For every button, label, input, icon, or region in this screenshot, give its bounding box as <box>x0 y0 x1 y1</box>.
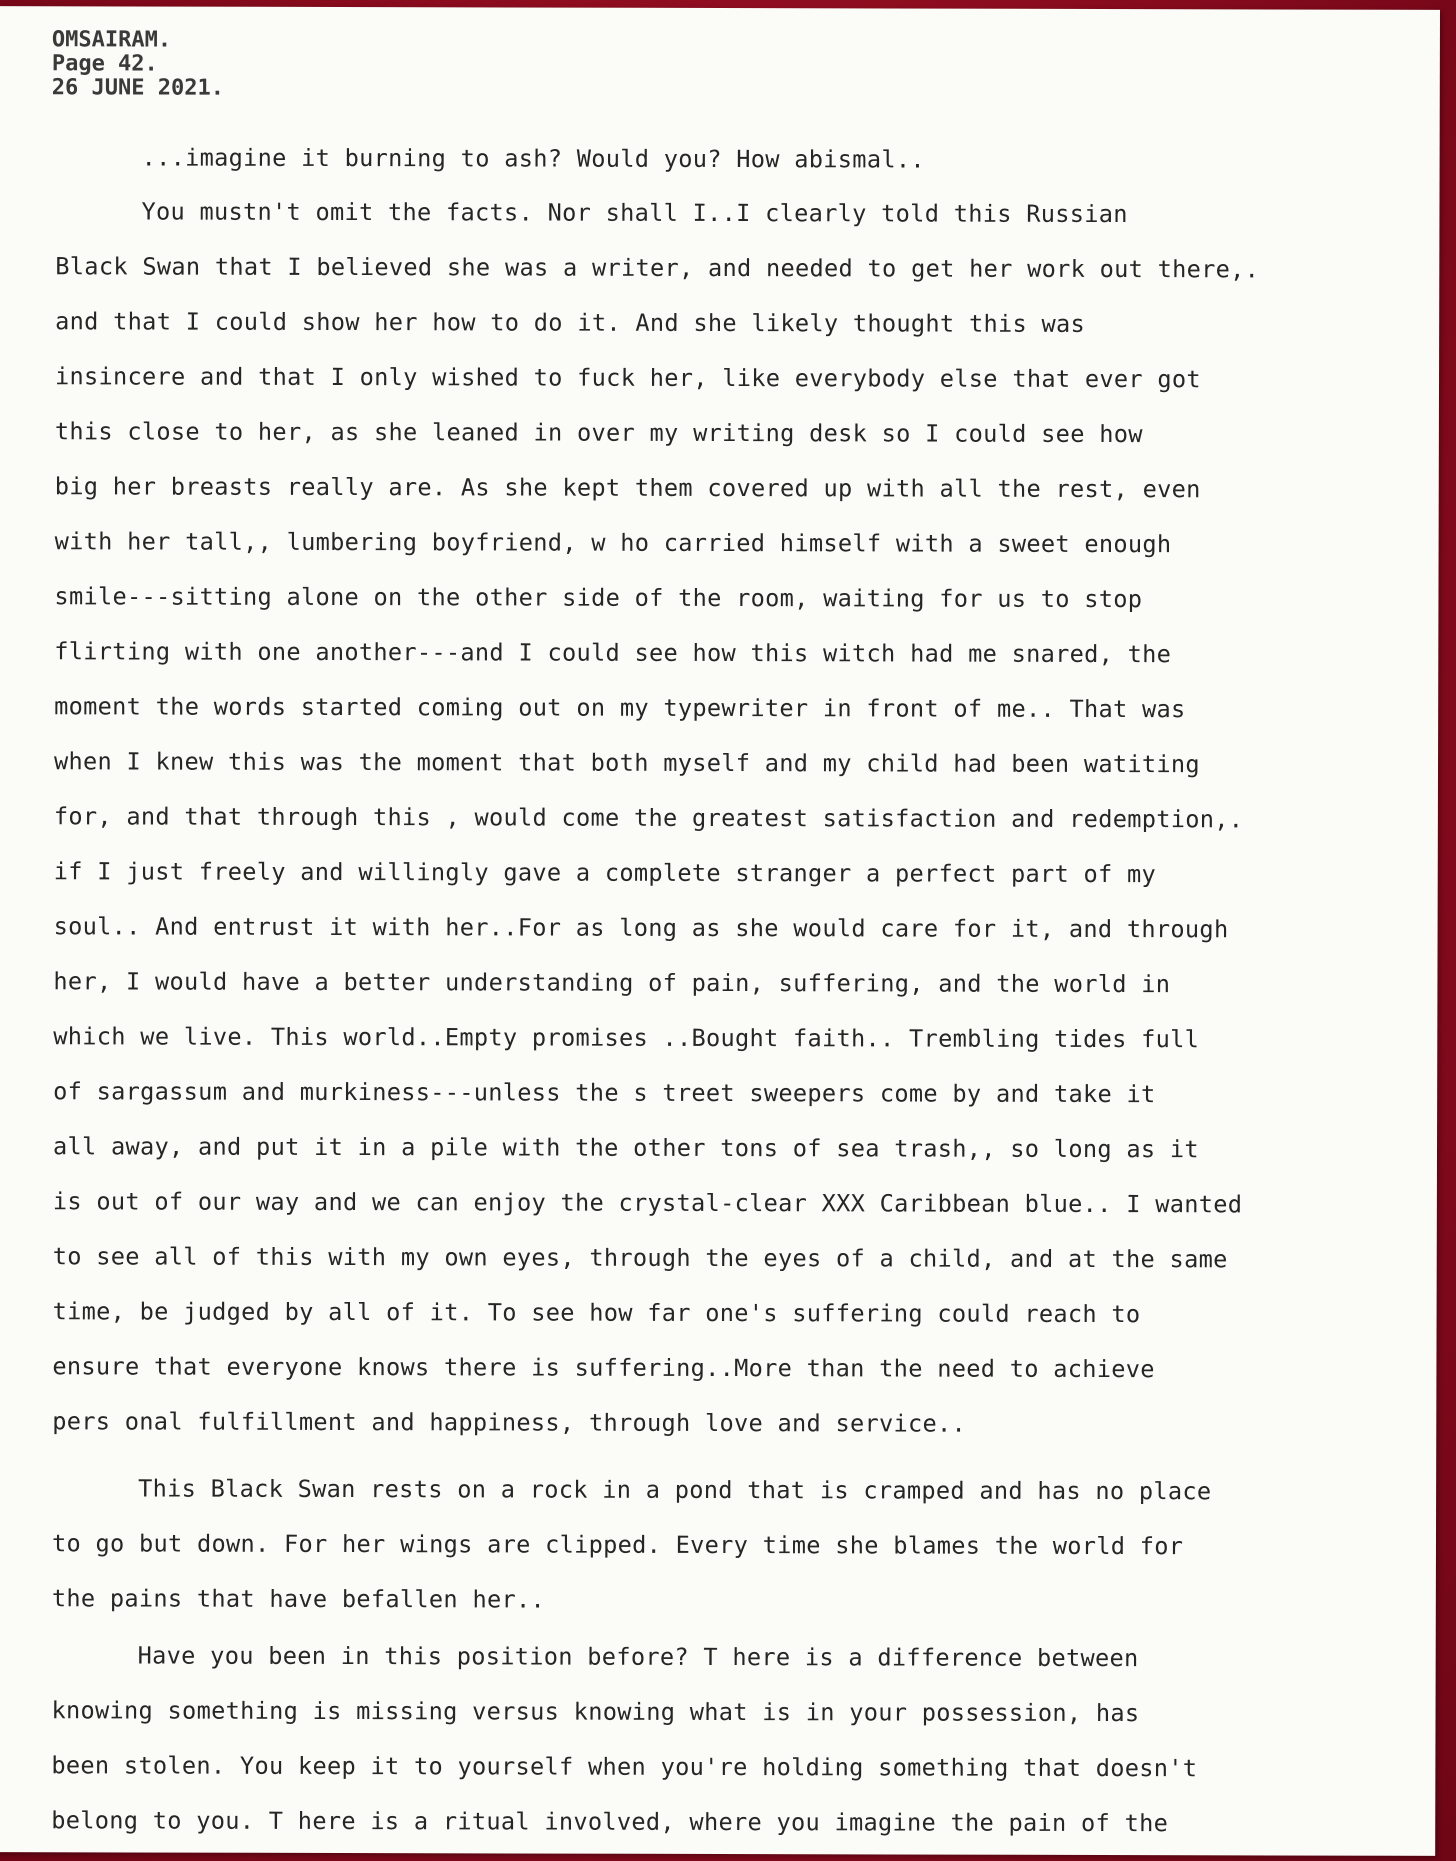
text-line: knowing something is missing versus knowing what is in your possession, has <box>51 1696 1140 1728</box>
text-line: is out of our way and we can enjoy the crystal-clear XXX Caribbean blue.. I wanted <box>52 1187 1243 1219</box>
text-line: You mustn't omit the facts. Nor shall I..I clearly told this Russian <box>141 197 1128 229</box>
text-line: soul.. And entrust it with her..For as long as she would care for it, and through <box>53 912 1229 944</box>
text-line: ...imagine it burning to ash? Would you? How abismal.. <box>141 143 925 174</box>
text-line: belong to you. T here is a ritual involved, where you imagine the pain of the <box>51 1806 1169 1838</box>
text-line: flirting with one another---and I could see how this witch had me snared, the <box>54 637 1172 669</box>
header-date: 26 JUNE 2021. <box>51 75 225 101</box>
text-line: this close to her, as she leaned in over my writing desk so I could see how <box>54 417 1143 449</box>
text-line: all away, and put it in a pile with the other tons of sea trash,, so long as it <box>52 1132 1199 1164</box>
text-line: if I just freely and willingly gave a complete stranger a perfect part of my <box>53 857 1157 889</box>
page-header <box>52 28 224 100</box>
text-line: to go but down. For her wings are clipped. Every time she blames the world for <box>51 1529 1184 1561</box>
header-title: OMSAIRAM. <box>51 27 172 53</box>
text-line: which we live. This world..Empty promises ..Bought faith.. Trembling tides full <box>53 1022 1200 1054</box>
text-line: her, I would have a better understanding of pain, suffering, and the world in <box>53 967 1171 999</box>
text-line: This Black Swan rests on a rock in a pond that is cramped and has no place <box>138 1474 1212 1506</box>
text-line: and that I could show her how to do it. And she likely thought this was <box>55 307 1086 338</box>
text-line: to see all of this with my own eyes, through the eyes of a child, and at the same <box>52 1242 1228 1274</box>
text-line: smile---sitting alone on the other side of the room, waiting for us to stop <box>54 582 1143 614</box>
text-line: with her tall,, lumbering boyfriend, w ho carried himself with a sweet enough <box>54 527 1172 559</box>
text-line: moment the words started coming out on my typewriter in front of me.. That was <box>54 692 1186 724</box>
text-line: for, and that through this , would come the greatest satisfaction and redemption,. <box>53 802 1244 834</box>
text-line: pers onal fulfillment and happiness, through love and service.. <box>52 1407 967 1438</box>
text-line: big her breasts really are. As she kept them covered up with all the rest, even <box>54 472 1201 504</box>
text-line: Have you been in this position before? T here is a difference between <box>137 1641 1139 1673</box>
text-line: ensure that everyone knows there is suffering..More than the need to achieve <box>52 1352 1155 1384</box>
text-line: been stolen. You keep it to yourself when you're holding something that doesn't <box>51 1751 1198 1783</box>
text-line: insincere and that I only wished to fuck her, like everybody else that ever got <box>54 362 1201 394</box>
header-page-number: Page 42. <box>51 51 158 77</box>
text-line: the pains that have befallen her.. <box>51 1584 546 1614</box>
text-line: time, be judged by all of it. To see how far one's suffering could reach to <box>52 1297 1141 1329</box>
typewritten-page <box>0 6 1440 1856</box>
text-line: Black Swan that I believed she was a writer, and needed to get her work out there,. <box>55 252 1260 284</box>
text-line: of sargassum and murkiness---unless the s treet sweepers come by and take it <box>53 1077 1156 1109</box>
text-line: when I knew this was the moment that both myself and my child had been watiting <box>53 747 1200 779</box>
